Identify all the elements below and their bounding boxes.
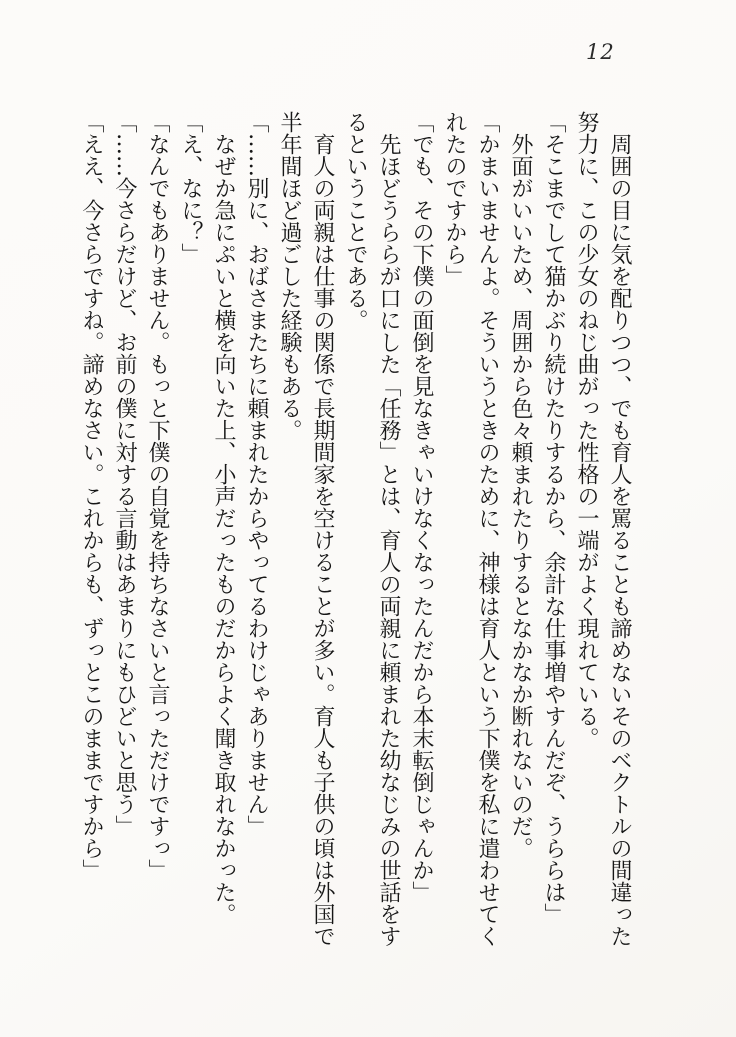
paragraph-narration: 外面がいいため、周囲から色々頼まれたりするとなかなか断れないのだ。 bbox=[508, 133, 533, 859]
paragraph-narration: 周囲の目に気を配りつつ、でも育人を罵ることも諦めないそのベクトルの間違った努力に、この少女のねじ曲がった性格の一端がよく現れている。 bbox=[574, 111, 632, 947]
paragraph-dialogue: 「なんでもありません。もっと下僕の自覚を持ちなさいと言っただけですっ」 bbox=[145, 111, 170, 881]
paragraph-dialogue: 「え、なに？」 bbox=[178, 111, 203, 265]
paragraph-dialogue: 「かまいませんよ。そういうときのために、神様は育人という下僕を私に遣わせてくれたのですから」 bbox=[442, 111, 500, 947]
page-number: 12 bbox=[586, 40, 615, 64]
paragraph-dialogue: 「そこまでして猫かぶり続けたりするから、余計な仕事増やすんだぞ、うららは」 bbox=[541, 111, 566, 925]
paragraph-dialogue: 「でも、その下僕の面倒を見なきゃいけなくなったんだから本末転倒じゃんか」 bbox=[409, 111, 434, 903]
paragraph-narration: 育人の両親は仕事の関係で長期間家を空けることが多い。育人も子供の頃は外国で半年間ほど過ごした経験もある。 bbox=[277, 111, 335, 947]
paragraph-dialogue: 「……今さらだけど、お前の僕に対する言動はあまりにもひどいと思う」 bbox=[112, 111, 137, 837]
paragraph-narration: 先ほどうららが口にした「任務」とは、育人の両親に頼まれた幼なじみの世話をするということである。 bbox=[343, 111, 401, 947]
text-block bbox=[74, 111, 636, 949]
paragraph-dialogue: 「ええ、今さらですね。諦めなさい。これからも、ずっとこのままですから」 bbox=[79, 111, 104, 881]
paragraph-narration: なぜか急にぷいと横を向いた上、小声だったものだからよく聞き取れなかった。 bbox=[211, 133, 236, 925]
paragraph-dialogue: 「……別に、おばさまたちに頼まれたからやってるわけじゃありません」 bbox=[244, 111, 269, 837]
